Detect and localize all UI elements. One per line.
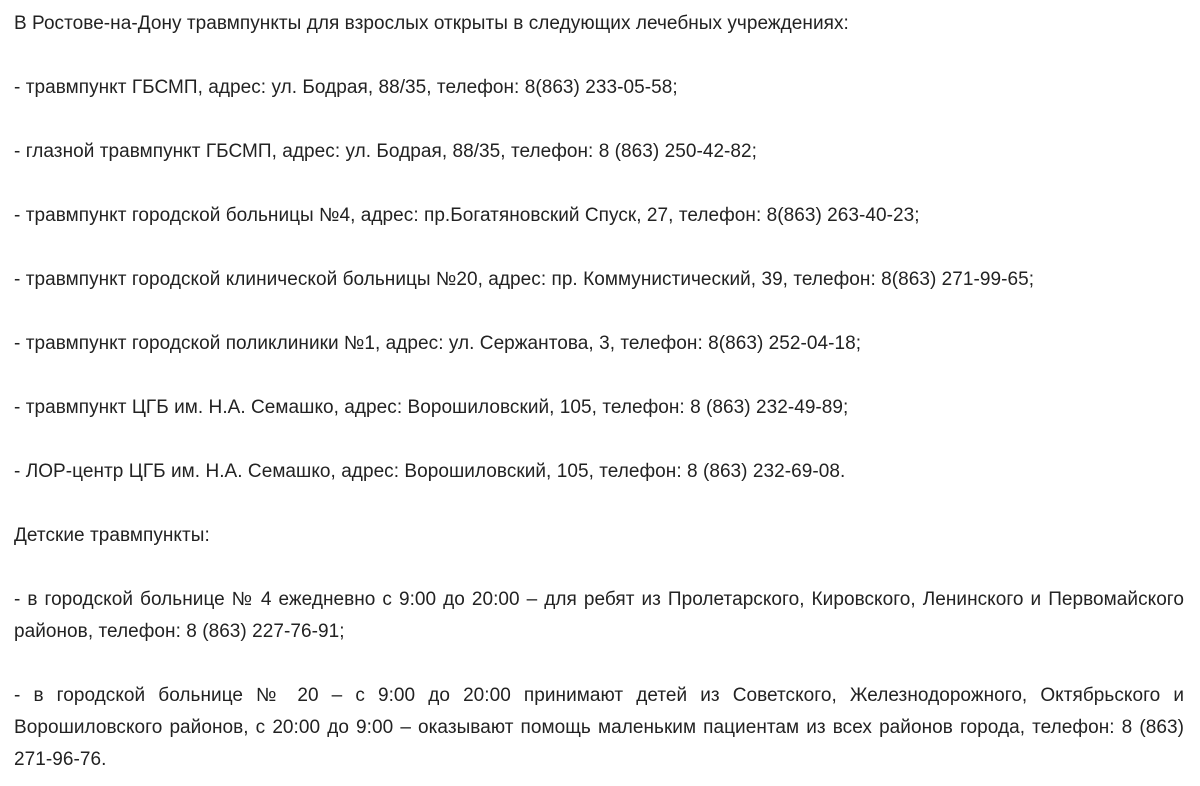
children-trauma-item-2: - в городской больнице № 20 – с 9:00 до 20:00 принимают детей из Советского, Железнодорожного, Октябрьского и Ворошиловского районов, с 20:00 до 9:00 – оказывают помощь маленьким пациентам из всех районов города, телефон: 8 (863) 271-96-76. — [14, 685, 1184, 770]
paragraph-gap — [14, 552, 1184, 584]
paragraph-gap — [14, 296, 1184, 328]
adult-trauma-item-2: - глазной травмпункт ГБСМП, адрес: ул. Бодрая, 88/35, телефон: 8 (863) 250-42-82; — [14, 141, 757, 162]
paragraph-gap — [14, 40, 1184, 72]
paragraph-gap — [14, 168, 1184, 200]
adult-trauma-item-5: - травмпункт городской поликлиники №1, адрес: ул. Сержантова, 3, телефон: 8(863) 252-04-18; — [14, 333, 862, 354]
adult-trauma-item-1: - травмпункт ГБСМП, адрес: ул. Бодрая, 88/35, телефон: 8(863) 233-05-58; — [14, 77, 678, 98]
paragraph-gap — [14, 104, 1184, 136]
paragraph-gap — [14, 360, 1184, 392]
children-heading: Детские травмпункты: — [14, 525, 210, 546]
adult-trauma-item-6: - травмпункт ЦГБ им. Н.А. Семашко, адрес: Ворошиловский, 105, телефон: 8 (863) 232-49-89; — [14, 397, 849, 418]
children-trauma-item-1: - в городской больнице № 4 ежедневно с 9:00 до 20:00 – для ребят из Пролетарского, Кировского, Ленинского и Первомайского районов, телефон: 8 (863) 227-76-91; — [14, 589, 1184, 642]
paragraph-gap — [14, 648, 1184, 680]
intro-paragraph: В Ростове-на-Дону травмпункты для взрослых открыты в следующих лечебных учреждениях: — [14, 13, 849, 34]
paragraph-gap — [14, 488, 1184, 520]
adult-trauma-item-3: - травмпункт городской больницы №4, адрес: пр.Богатяновский Спуск, 27, телефон: 8(863) 263-40-23; — [14, 205, 920, 226]
paragraph-gap — [14, 424, 1184, 456]
paragraph-gap — [14, 232, 1184, 264]
adult-trauma-item-4: - травмпункт городской клинической больницы №20, адрес: пр. Коммунистический, 39, телефон: 8(863) 271-99-65; — [14, 269, 1035, 290]
adult-trauma-item-7: - ЛОР-центр ЦГБ им. Н.А. Семашко, адрес: Ворошиловский, 105, телефон: 8 (863) 232-69-08. — [14, 461, 846, 482]
